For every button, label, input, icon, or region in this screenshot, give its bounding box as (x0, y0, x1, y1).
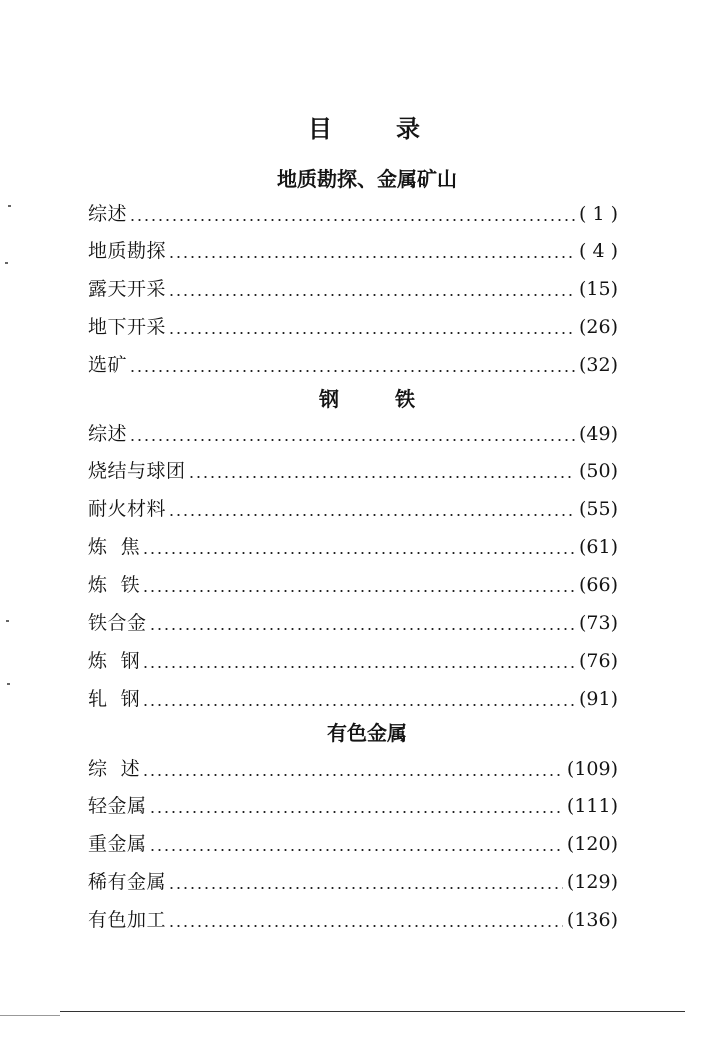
toc-entry-label: 选矿 (88, 354, 128, 376)
dot-leader (188, 476, 575, 478)
toc-entry-page: (76) (578, 650, 618, 672)
page-edge-rule-faint (0, 1015, 60, 1016)
toc-entry (88, 272, 618, 306)
toc-entry (88, 454, 618, 488)
dot-leader (142, 666, 575, 668)
toc-entry-label: 铁合金 (88, 612, 147, 634)
toc-entry (88, 865, 618, 899)
dot-leader (168, 256, 575, 258)
toc-entry (88, 827, 618, 861)
toc-entry-page: (32) (578, 354, 618, 376)
scan-speck (8, 205, 11, 207)
dot-leader (142, 590, 575, 592)
section-heading-right: 铁 (395, 387, 415, 411)
dot-leader (168, 332, 575, 334)
section-heading-geology-mining: 地质勘探、金属矿山 (277, 167, 457, 191)
section-heading-iron-steel (0, 386, 714, 412)
toc-entry-label: 有色加工 (88, 909, 167, 931)
toc-entry (88, 417, 618, 451)
toc-entry-page: (66) (578, 574, 618, 596)
toc-entry-page: (55) (578, 498, 618, 520)
toc-entry-label: 露天开采 (88, 278, 167, 300)
toc-entry-page: (50) (578, 460, 618, 482)
section-heading-nonferrous: 有色金属 (327, 721, 407, 745)
toc-entry (88, 348, 618, 382)
toc-entry-label: 轻金属 (88, 795, 147, 817)
dot-leader (149, 628, 575, 630)
toc-entry (88, 492, 618, 526)
dot-leader (168, 514, 575, 516)
toc-entry-page: (120) (566, 833, 618, 855)
toc-entry (88, 903, 618, 937)
dot-leader (149, 849, 563, 851)
toc-entry-label: 综 述 (88, 758, 141, 780)
toc-entry-page: (91) (578, 688, 618, 710)
toc-entry-label: 综述 (88, 423, 128, 445)
toc-entry-label: 综述 (88, 203, 128, 225)
toc-entry-label: 地质勘探 (88, 240, 167, 262)
scan-speck (6, 620, 9, 622)
page-title-right: 录 (396, 115, 420, 143)
toc-entry-page: (129) (566, 871, 618, 893)
toc-entry-page: (111) (566, 795, 618, 817)
toc-entry-label: 炼 钢 (88, 650, 141, 672)
toc-entry (88, 530, 618, 564)
toc-entry-label: 稀有金属 (88, 871, 167, 893)
page-bottom-rule (60, 1011, 685, 1012)
toc-entry-page: (61) (578, 536, 618, 558)
dot-leader (168, 925, 563, 927)
dot-leader (168, 294, 575, 296)
toc-entry (88, 310, 618, 344)
toc-entry-page: (49) (578, 423, 618, 445)
dot-leader (142, 774, 563, 776)
dot-leader (129, 439, 575, 441)
toc-entry-page: (15) (578, 278, 618, 300)
toc-entry (88, 644, 618, 678)
toc-entry (88, 234, 618, 268)
section-heading-left: 钢 (319, 387, 339, 411)
dot-leader (129, 219, 575, 221)
toc-entry-label: 轧 钢 (88, 688, 141, 710)
toc-entry-page: (26) (578, 316, 618, 338)
toc-entry (88, 606, 618, 640)
dot-leader (142, 552, 575, 554)
toc-entry-page: ( 4 ) (579, 240, 618, 262)
toc-entry-label: 重金属 (88, 833, 147, 855)
toc-entry-page: (109) (566, 758, 618, 780)
toc-entry-label: 地下开采 (88, 316, 167, 338)
dot-leader (129, 370, 575, 372)
dot-leader (168, 887, 563, 889)
dot-leader (142, 704, 575, 706)
toc-entry-page: (136) (566, 909, 618, 931)
toc-entry-label: 炼 铁 (88, 574, 141, 596)
toc-entry (88, 197, 618, 231)
toc-entry-page: ( 1 ) (579, 203, 618, 225)
toc-entry (88, 752, 618, 786)
scan-speck (7, 683, 10, 685)
toc-entry (88, 568, 618, 602)
toc-entry (88, 682, 618, 716)
scan-speck (5, 262, 8, 264)
toc-entry-label: 炼 焦 (88, 536, 141, 558)
toc-entry-page: (73) (578, 612, 618, 634)
dot-leader (149, 811, 563, 813)
toc-entry-label: 耐火材料 (88, 498, 167, 520)
page-title-left: 目 (308, 115, 332, 143)
toc-entry (88, 789, 618, 823)
toc-entry-label: 烧结与球团 (88, 460, 186, 482)
page-title (0, 114, 714, 144)
